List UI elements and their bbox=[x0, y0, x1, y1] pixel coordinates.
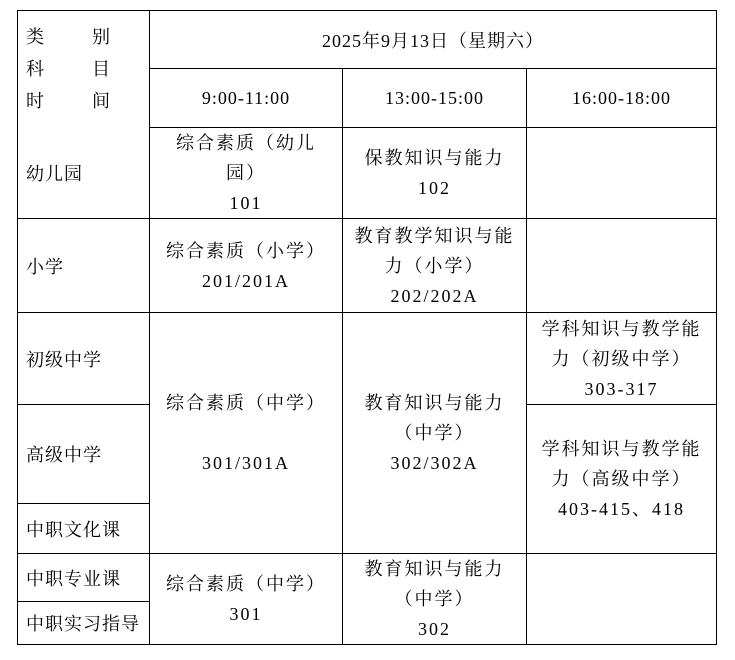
category-kindergarten: 幼儿园 bbox=[18, 128, 150, 219]
cell-vocational-noon bbox=[343, 554, 527, 645]
cell-kindergarten-afternoon-empty bbox=[527, 128, 717, 219]
text-line: （中学） bbox=[394, 423, 475, 443]
text-line: 科 目 bbox=[26, 59, 114, 80]
text-line: 力（高级中学） bbox=[551, 469, 692, 489]
text-line: 综合素质（小学） bbox=[166, 240, 326, 261]
cell-primary-afternoon-empty bbox=[527, 219, 717, 313]
cell-kindergarten-morning bbox=[150, 128, 343, 219]
row-vocational-major bbox=[18, 554, 717, 602]
text-line: 302/302A bbox=[390, 453, 479, 473]
text-line: 综合素质（中学） bbox=[166, 393, 326, 413]
category-vocational-culture: 中职文化课 bbox=[18, 504, 150, 554]
text-line: 202/202A bbox=[390, 285, 479, 306]
cell-secondary-morning bbox=[150, 313, 343, 554]
text-line: 302 bbox=[418, 619, 451, 639]
cell-senior-afternoon bbox=[527, 405, 717, 554]
cell-vocational-morning bbox=[150, 554, 343, 645]
text-line: 403-415、418 bbox=[558, 499, 685, 519]
row-kindergarten bbox=[18, 128, 717, 219]
text-line: 学科知识与教学能 bbox=[541, 439, 702, 459]
cell-vocational-afternoon-empty bbox=[527, 554, 717, 645]
text-line: 类 别 bbox=[26, 27, 114, 48]
text-line: 力（初级中学） bbox=[551, 348, 692, 369]
cell-kindergarten-noon bbox=[343, 128, 527, 219]
text-line: 学科知识与教学能 bbox=[541, 318, 702, 339]
text-line: 教育知识与能力 bbox=[364, 393, 505, 413]
row-date-header bbox=[18, 11, 717, 69]
text-line: 时 间 bbox=[26, 91, 114, 112]
text-line: 303-317 bbox=[584, 378, 659, 399]
exam-schedule-table bbox=[17, 10, 717, 645]
category-senior: 高级中学 bbox=[18, 405, 150, 504]
text-line: 102 bbox=[418, 178, 451, 198]
text-line: 力（小学） bbox=[384, 255, 485, 276]
cell-primary-noon bbox=[343, 219, 527, 313]
corner-header-cell bbox=[18, 11, 150, 128]
text-line: 301/301A bbox=[202, 453, 290, 473]
text-line bbox=[150, 418, 342, 448]
text-line: 101 bbox=[229, 193, 263, 213]
category-vocational-major: 中职专业课 bbox=[18, 554, 150, 602]
date-header-cell: 2025年9月13日（星期六） bbox=[150, 11, 717, 69]
cell-junior-afternoon bbox=[527, 313, 717, 405]
text-line: 综合素质（中学） bbox=[166, 574, 326, 594]
category-vocational-internship: 中职实习指导 bbox=[18, 602, 150, 645]
time-slot-noon: 13:00-15:00 bbox=[343, 69, 527, 128]
text-line: （中学） bbox=[394, 589, 475, 609]
time-slot-afternoon: 16:00-18:00 bbox=[527, 69, 717, 128]
row-junior bbox=[18, 313, 717, 405]
cell-primary-morning bbox=[150, 219, 343, 313]
text-line: 综合素质（幼儿 bbox=[176, 133, 316, 153]
time-slot-morning: 9:00-11:00 bbox=[150, 69, 343, 128]
cell-secondary-noon bbox=[343, 313, 527, 554]
text-line: 301 bbox=[229, 604, 263, 624]
text-line: 201/201A bbox=[202, 270, 290, 291]
text-line: 教育知识与能力 bbox=[364, 559, 505, 579]
text-line: 园） bbox=[226, 163, 266, 183]
row-primary bbox=[18, 219, 717, 313]
category-primary: 小学 bbox=[18, 219, 150, 313]
text-line: 保教知识与能力 bbox=[364, 148, 505, 168]
text-line: 教育教学知识与能 bbox=[354, 225, 515, 246]
category-junior: 初级中学 bbox=[18, 313, 150, 405]
